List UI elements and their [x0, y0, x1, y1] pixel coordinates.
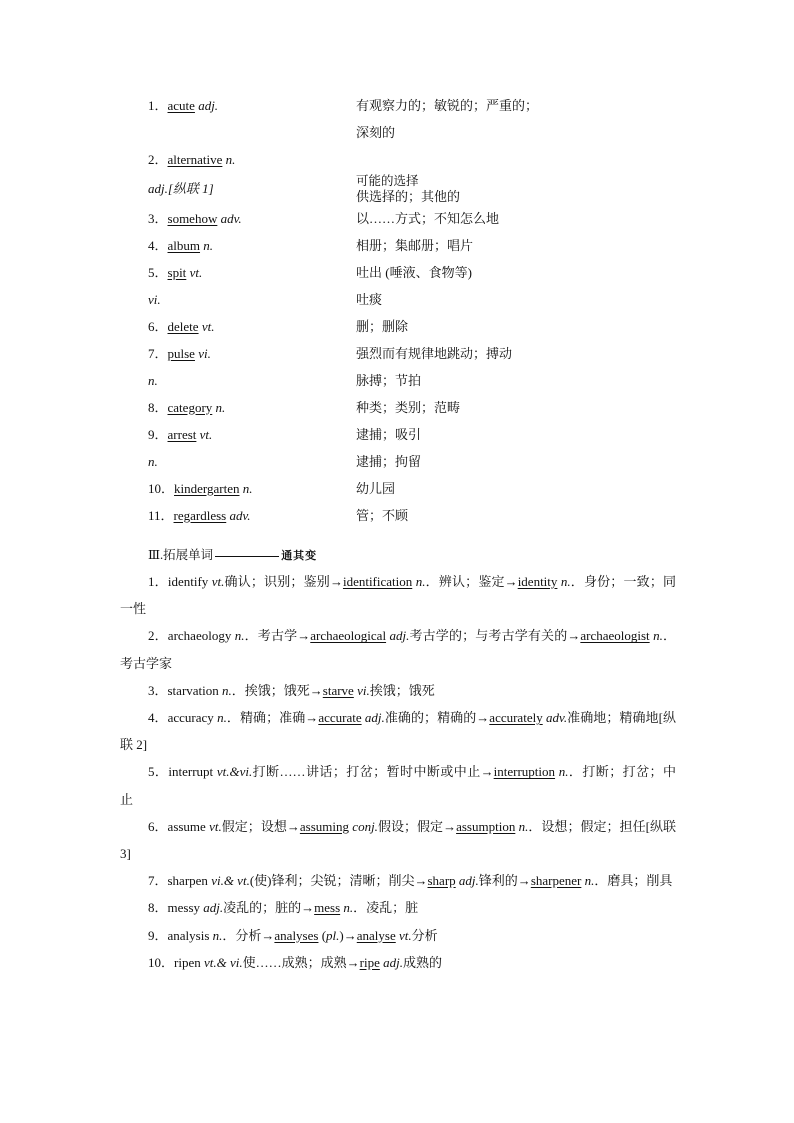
vocab-word: category [167, 399, 213, 415]
expansion-text: 成熟的 [402, 954, 442, 970]
vocab-row [120, 475, 680, 502]
expansion-text: 考古学的；与考古学有关的→ [409, 628, 581, 644]
expansion-text: ．磨具；削具 [594, 873, 673, 889]
vocab-row [120, 502, 680, 529]
vocab-row [120, 367, 680, 394]
expansion-text: 6．assume [148, 818, 210, 834]
vocab-number: 5． [148, 264, 168, 280]
vocab-meaning: 以……方式；不知怎么地 [356, 210, 500, 226]
answer-word: archaeological [310, 628, 387, 644]
expansion-text: 8．messy [148, 900, 204, 916]
part-of-speech: adj. [389, 628, 410, 644]
expansion-text: 锋利的→ [478, 873, 531, 889]
expansion-item [120, 704, 676, 758]
answer-word: mess [314, 900, 341, 916]
vocab-term [120, 181, 356, 197]
vocab-row [120, 313, 680, 340]
expansion-text: ．挨饿；饿死→ [231, 682, 323, 698]
vocab-meaning: 脉搏；节拍 [356, 372, 422, 388]
vocab-number: 8． [148, 399, 168, 415]
part-of-speech: n. [343, 900, 354, 916]
section-tail: 通其变 [281, 550, 318, 562]
expansion-item [120, 568, 676, 622]
answer-word: ripe [359, 954, 380, 970]
vocab-number: 1． [148, 97, 168, 113]
expansion-list [120, 568, 676, 976]
expansion-text: 准确地；精确地[纵联 2] [120, 710, 676, 753]
vocab-meaning: 相册；集邮册；唱片 [356, 237, 474, 253]
vocab-pos: vi. [198, 345, 211, 361]
vocab-word: arrest [167, 426, 197, 442]
expansion-item [120, 949, 676, 976]
part-of-speech: n. [584, 873, 595, 889]
part-of-speech: adv. [546, 710, 568, 726]
answer-word: analyse [356, 927, 396, 943]
part-of-speech: vt.&vi. [216, 764, 253, 780]
expansion-text: 4．accuracy [148, 710, 218, 726]
part-of-speech: n. [234, 628, 245, 644]
expansion-text: 打断……讲话；打岔；暂时中断或中止→ [252, 764, 494, 780]
vocab-pos: vt. [189, 264, 203, 280]
part-of-speech: n. [518, 818, 529, 834]
answer-word: archaeologist [580, 628, 650, 644]
vocab-pos: n. [215, 399, 226, 415]
vocab-word: pulse [167, 345, 195, 361]
expansion-text: ．辨认；鉴定→ [425, 574, 518, 589]
vocab-row [120, 421, 680, 448]
vocab-meaning: 管；不顾 [356, 507, 409, 523]
vocab-word: alternative [167, 151, 223, 167]
vocab-word: kindergarten [174, 480, 240, 496]
vocab-term [120, 152, 356, 168]
expansion-text: 确认；识别；鉴别→ [224, 574, 343, 589]
expansion-text: ．分析→ [222, 927, 275, 943]
answer-word: assumption [456, 818, 516, 834]
vocab-term [120, 373, 356, 389]
answer-word: analyses [274, 927, 319, 943]
vocab-pos: n. [148, 372, 158, 388]
vocab-meaning-line: 可能的选择 [356, 174, 419, 188]
part-of-speech: adj. [364, 710, 385, 726]
vocab-term [120, 211, 356, 227]
vocab-pos: n. [203, 237, 214, 253]
answer-word: interruption [493, 764, 556, 780]
expansion-text: ．考古学→ [244, 628, 311, 644]
expansion-text: ．凌乱；脏 [353, 900, 419, 916]
vocab-meaning: 有观察力的；敏锐的；严重的； [356, 97, 539, 113]
expansion-text: ．打断；打岔；中止 [120, 764, 676, 807]
vocab-pos: vt. [199, 426, 213, 442]
part-of-speech: vt.& vi. [203, 954, 243, 970]
expansion-text: (使)锋利；尖锐；清晰；削尖→ [249, 873, 428, 889]
vocab-meaning: 逮捕；吸引 [356, 426, 422, 442]
vocab-word: acute [167, 97, 195, 113]
vocab-number: 2． [148, 151, 168, 167]
vocab-number: 7． [148, 345, 168, 361]
vocab-row [120, 146, 680, 173]
part-of-speech: vt. [211, 574, 225, 589]
expansion-item [120, 677, 676, 704]
expansion-text: ．考古学家 [120, 628, 676, 671]
vocab-term [120, 346, 356, 362]
vocab-word: delete [167, 318, 199, 334]
vocab-table [120, 92, 680, 529]
expansion-text: 分析 [411, 927, 438, 943]
part-of-speech: conj. [352, 818, 378, 834]
expansion-item [120, 894, 676, 921]
part-of-speech: n. [558, 764, 569, 780]
vocab-pos: adj.[纵联 1] [148, 181, 214, 196]
expansion-item [120, 813, 676, 867]
vocab-pos: n. [242, 480, 253, 496]
part-of-speech: vi.& vt. [211, 873, 250, 889]
expansion-text: 2．archaeology [148, 628, 235, 644]
expansion-text: 假定；设想→ [221, 818, 300, 834]
part-of-speech: pl. [326, 927, 340, 943]
vocab-meaning: 强烈而有规律地跳动；搏动 [356, 345, 513, 361]
vocab-row [120, 259, 680, 286]
answer-word: sharp [427, 873, 456, 889]
answer-word: accurate [318, 710, 362, 726]
vocab-meaning: 删；删除 [356, 318, 409, 334]
vocab-term [120, 319, 356, 335]
expansion-text: ．设想；假定；担任[纵联 3] [120, 818, 676, 862]
vocab-pos: adj. [198, 97, 219, 113]
vocab-word: somehow [167, 210, 218, 226]
part-of-speech: adj. [383, 954, 403, 970]
part-of-speech: n. [217, 710, 227, 726]
vocab-row [120, 119, 680, 146]
section-title-text: Ⅲ.拓展单词 [148, 548, 214, 562]
vocab-pos: adv. [229, 507, 251, 523]
expansion-text: 10．ripen [148, 954, 204, 970]
part-of-speech: vi. [357, 682, 370, 698]
vocab-pos: adv. [220, 210, 242, 226]
expansion-text: ．精确；准确→ [226, 710, 319, 726]
vocab-meaning: 吐痰 [356, 291, 383, 307]
part-of-speech: n. [222, 682, 232, 698]
vocab-term [120, 292, 356, 308]
vocab-word: regardless [173, 507, 227, 523]
vocab-row [120, 340, 680, 367]
vocab-term [120, 238, 356, 254]
part-of-speech: n. [653, 628, 663, 644]
vocab-term [120, 427, 356, 443]
vocab-term [120, 508, 356, 524]
expansion-text: ．身份；一致；同一性 [120, 574, 676, 617]
vocab-meaning [356, 173, 680, 205]
answer-word: identity [517, 574, 558, 589]
expansion-text: 7．sharpen [148, 873, 212, 889]
vocab-row [120, 448, 680, 475]
vocab-meaning: 吐出 (唾液、食物等) [356, 264, 472, 280]
answer-word: accurately [489, 710, 543, 726]
expansion-item [120, 622, 676, 676]
vocab-word: album [167, 237, 201, 253]
expansion-text: 使……成熟；成熟→ [242, 954, 360, 970]
vocab-row [120, 92, 680, 119]
expansion-item [120, 922, 676, 949]
section-title [148, 545, 317, 563]
expansion-text: 5．interrupt [148, 764, 217, 780]
expansion-text: ( [318, 927, 327, 943]
vocab-word: spit [167, 264, 187, 280]
vocab-pos: vt. [201, 318, 215, 334]
answer-word: identification [342, 574, 413, 589]
vocab-meaning: 逮捕；拘留 [356, 453, 422, 469]
vocab-number: 4． [148, 237, 168, 253]
vocab-term [120, 481, 356, 497]
part-of-speech: vt. [399, 927, 412, 943]
answer-word: assuming [299, 818, 350, 834]
part-of-speech: n. [415, 574, 426, 589]
part-of-speech: adj. [203, 900, 224, 916]
expansion-text: 3．starvation [148, 682, 223, 698]
vocab-number: 11． [148, 507, 174, 523]
vocab-term [120, 98, 356, 114]
part-of-speech: n. [212, 927, 223, 943]
expansion-text: 凌乱的；脏的→ [223, 900, 315, 916]
expansion-text: 准确的；精确的→ [384, 710, 490, 726]
expansion-text: 假设；假定→ [377, 818, 457, 834]
vocab-row [120, 232, 680, 259]
vocab-row [120, 205, 680, 232]
vocab-number: 6． [148, 318, 168, 334]
expansion-text: 1．identify [148, 574, 212, 589]
answer-word: starve [322, 682, 354, 698]
section-dash [215, 556, 279, 557]
expansion-text: 9．analysis [148, 927, 213, 943]
vocab-term [120, 265, 356, 281]
answer-word: sharpener [530, 873, 582, 889]
vocab-meaning-line: 供选择的；其他的 [356, 189, 461, 204]
vocab-row [120, 173, 680, 205]
expansion-text: 挨饿；饿死 [369, 682, 435, 698]
vocab-row [120, 286, 680, 313]
vocab-row [120, 394, 680, 421]
vocab-term [120, 400, 356, 416]
expansion-item [120, 758, 676, 812]
part-of-speech: vt. [209, 818, 222, 834]
vocab-number: 3． [148, 210, 168, 226]
vocab-term [120, 454, 356, 470]
expansion-item [120, 867, 676, 894]
vocab-number: 9． [148, 426, 168, 442]
part-of-speech: adj. [458, 873, 479, 889]
vocab-meaning: 幼儿园 [356, 480, 396, 496]
vocab-pos: n. [148, 453, 158, 469]
part-of-speech: n. [560, 574, 571, 589]
vocab-pos: vi. [148, 291, 161, 307]
vocab-number: 10． [148, 480, 175, 496]
expansion-text: )→ [339, 927, 357, 943]
vocab-meaning: 深刻的 [356, 124, 396, 140]
vocab-pos: n. [225, 151, 236, 167]
vocab-meaning: 种类；类别；范畴 [356, 399, 461, 415]
